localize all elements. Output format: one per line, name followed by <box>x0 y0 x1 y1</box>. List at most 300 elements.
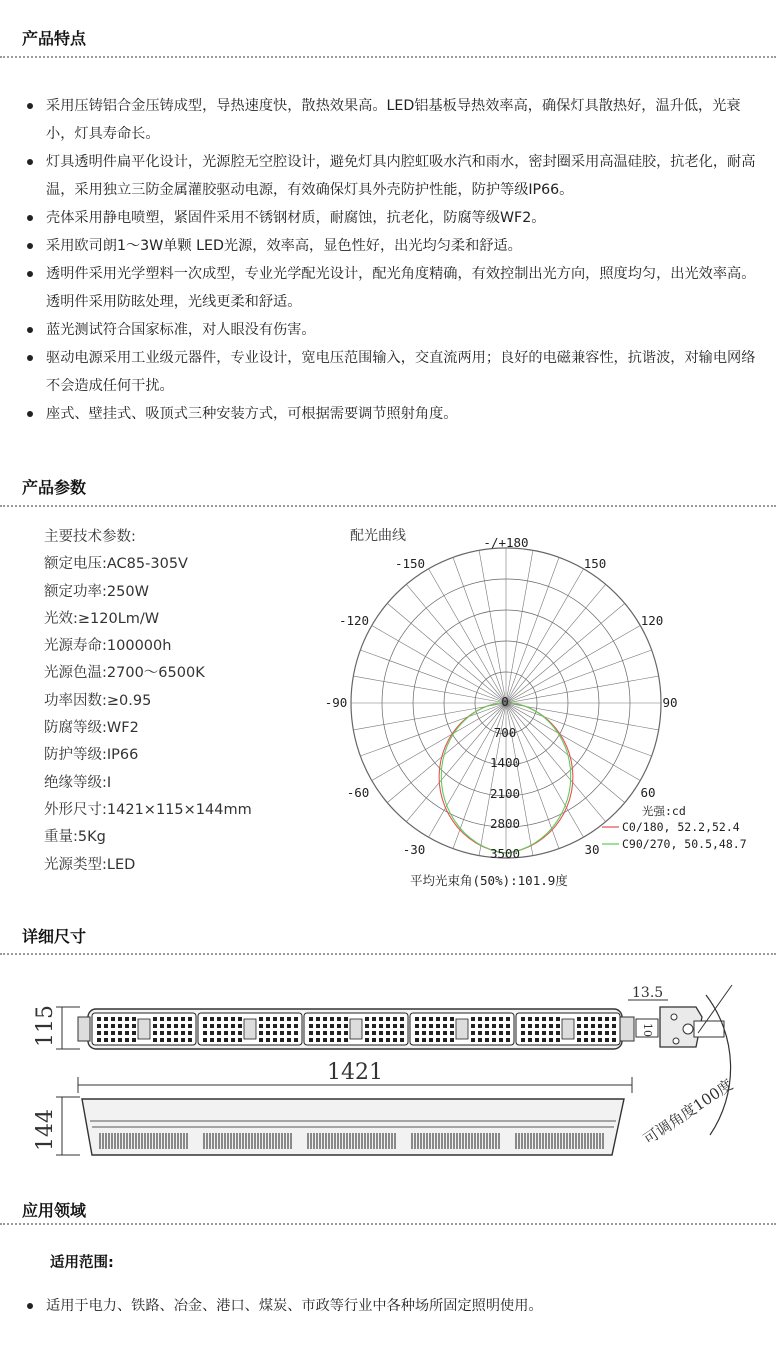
feature-item: 采用欧司朗1～3W单颗 LED光源，效率高，显色性好，出光均匀柔和舒适。 <box>24 232 766 260</box>
polar-spoke <box>506 703 625 803</box>
param-label: 防腐等级: <box>44 720 107 737</box>
led-chip <box>174 1024 178 1028</box>
led-chip <box>549 1031 553 1035</box>
led-chip <box>118 1017 122 1021</box>
led-chip <box>542 1024 546 1028</box>
led-chip <box>605 1038 609 1042</box>
led-chip <box>132 1017 136 1021</box>
led-chip <box>450 1017 454 1021</box>
param-label: 重量: <box>44 829 78 846</box>
led-chip <box>287 1017 291 1021</box>
led-chip <box>160 1031 164 1035</box>
led-chip <box>273 1024 277 1028</box>
led-chip <box>294 1038 298 1042</box>
led-chip <box>386 1024 390 1028</box>
led-chip <box>436 1031 440 1035</box>
led-chip <box>266 1031 270 1035</box>
led-chip <box>217 1017 221 1021</box>
polar-angle-label: -90 <box>324 695 348 710</box>
led-chip <box>400 1024 404 1028</box>
param-value: 2700～6500K <box>106 665 205 682</box>
led-chip <box>132 1024 136 1028</box>
led-chip <box>492 1031 496 1035</box>
led-chip <box>344 1024 348 1028</box>
led-chip <box>330 1024 334 1028</box>
lens-center <box>138 1019 150 1039</box>
led-chip <box>330 1038 334 1042</box>
led-chip <box>238 1017 242 1021</box>
led-chip <box>436 1038 440 1042</box>
led-chip <box>549 1017 553 1021</box>
led-chip <box>379 1024 383 1028</box>
led-chip <box>386 1038 390 1042</box>
led-chip <box>273 1017 277 1021</box>
led-chip <box>294 1017 298 1021</box>
led-chip <box>259 1038 263 1042</box>
led-chip <box>188 1024 192 1028</box>
led-chip <box>372 1031 376 1035</box>
led-chip <box>365 1031 369 1035</box>
param-label: 防护等级: <box>44 747 107 764</box>
led-chip <box>591 1017 595 1021</box>
param-label: 功率因数: <box>44 692 107 709</box>
light-distribution-diagram <box>310 515 776 900</box>
led-chip <box>266 1024 270 1028</box>
led-chip <box>422 1031 426 1035</box>
led-chip <box>400 1017 404 1021</box>
led-chip <box>443 1038 447 1042</box>
led-chip <box>104 1038 108 1042</box>
led-chip <box>372 1024 376 1028</box>
params-heading: 主要技术参数: <box>44 529 136 545</box>
polar-radial-label: 2800 <box>489 816 521 831</box>
param-label: 外形尺寸: <box>44 801 107 818</box>
polar-angle-label: -120 <box>338 613 370 628</box>
led-chip <box>337 1038 341 1042</box>
led-chip <box>97 1017 101 1021</box>
feature-item: 透明件采用光学塑料一次成型，专业光学配光设计，配光角度精确，有效控制出光方向，照度均匀，出光效率高。透明件采用防眩处理，光线更柔和舒适。 <box>24 260 766 316</box>
led-chip <box>181 1017 185 1021</box>
polar-radial-label: 1400 <box>489 755 521 770</box>
param-value: 5Kg <box>77 829 106 846</box>
led-chip <box>125 1031 129 1035</box>
led-chip <box>542 1031 546 1035</box>
led-chip <box>591 1038 595 1042</box>
led-chip <box>372 1017 376 1021</box>
led-chip <box>556 1024 560 1028</box>
led-chip <box>393 1031 397 1035</box>
led-chip <box>210 1038 214 1042</box>
led-chip <box>485 1017 489 1021</box>
led-chip <box>97 1038 101 1042</box>
led-chip <box>415 1031 419 1035</box>
led-chip <box>188 1017 192 1021</box>
led-chip <box>577 1038 581 1042</box>
led-chip <box>160 1017 164 1021</box>
led-chip <box>323 1038 327 1042</box>
led-chip <box>330 1017 334 1021</box>
led-chip <box>231 1031 235 1035</box>
led-chip <box>393 1038 397 1042</box>
led-chip <box>365 1038 369 1042</box>
led-chip <box>224 1038 228 1042</box>
led-chip <box>379 1017 383 1021</box>
led-chip <box>287 1038 291 1042</box>
led-chip <box>203 1038 207 1042</box>
led-chip <box>273 1031 277 1035</box>
lens-center <box>456 1019 468 1039</box>
param-label: 额定功率: <box>44 583 107 600</box>
led-chip <box>210 1031 214 1035</box>
led-chip <box>280 1038 284 1042</box>
polar-radial-label: 0 <box>501 694 509 709</box>
param-value: IP66 <box>106 747 139 764</box>
application-divider <box>0 1223 776 1225</box>
led-chip <box>450 1031 454 1035</box>
led-chip <box>217 1038 221 1042</box>
led-chip <box>280 1024 284 1028</box>
led-chip <box>153 1038 157 1042</box>
polar-spoke <box>387 703 506 803</box>
led-chip <box>471 1017 475 1021</box>
led-chip <box>584 1031 588 1035</box>
led-chip <box>506 1031 510 1035</box>
led-chip <box>111 1017 115 1021</box>
led-chip <box>344 1031 348 1035</box>
led-chip <box>415 1038 419 1042</box>
led-chip <box>485 1038 489 1042</box>
params-section-title: 产品参数 <box>22 478 87 497</box>
led-chip <box>478 1017 482 1021</box>
led-chip <box>316 1031 320 1035</box>
side-dim-label: 10 <box>641 1023 654 1037</box>
led-chip <box>118 1031 122 1035</box>
led-chip <box>577 1031 581 1035</box>
led-chip <box>478 1031 482 1035</box>
led-chip <box>386 1017 390 1021</box>
bracket-pivot <box>683 1024 693 1034</box>
led-chip <box>153 1017 157 1021</box>
led-chip <box>556 1031 560 1035</box>
led-chip <box>111 1038 115 1042</box>
features-section-title: 产品特点 <box>22 29 87 48</box>
led-chip <box>542 1017 546 1021</box>
led-chip <box>203 1024 207 1028</box>
led-chip <box>605 1024 609 1028</box>
lens-center <box>244 1019 256 1039</box>
led-chip <box>605 1031 609 1035</box>
length-dim-label: 1421 <box>327 1060 383 1085</box>
led-chip <box>372 1038 376 1042</box>
led-chip <box>591 1024 595 1028</box>
bracket-bolt <box>673 1038 679 1044</box>
polar-angle-label: -150 <box>394 556 426 571</box>
param-value: AC85-305V <box>106 556 188 573</box>
mount-arm <box>694 1021 724 1037</box>
led-chip <box>485 1031 489 1035</box>
led-chip <box>556 1038 560 1042</box>
led-chip <box>259 1024 263 1028</box>
polar-angle-label: 60 <box>640 785 656 800</box>
polar-legend-c0: C0/180, 52.2,52.4 <box>622 820 740 834</box>
param-row-anticorrosion <box>44 715 252 742</box>
led-chip <box>478 1024 482 1028</box>
led-chip <box>330 1031 334 1035</box>
led-chip <box>471 1031 475 1035</box>
led-chip <box>528 1031 532 1035</box>
led-chip <box>160 1024 164 1028</box>
scope-item: 适用于电力、铁路、冶金、港口、煤炭、市政等行业中各种场所固定照明使用。 <box>24 1292 543 1320</box>
polar-spoke <box>506 703 606 822</box>
led-chip <box>521 1024 525 1028</box>
end-cap-right <box>620 1017 634 1041</box>
led-chip <box>337 1024 341 1028</box>
polar-title: 配光曲线 <box>350 528 406 544</box>
led-chip <box>181 1024 185 1028</box>
application-section-title: 应用领域 <box>22 1201 87 1220</box>
led-chip <box>118 1024 122 1028</box>
led-chip <box>429 1024 433 1028</box>
led-chip <box>259 1031 263 1035</box>
led-chip <box>167 1038 171 1042</box>
polar-angle-label: 30 <box>584 842 600 857</box>
led-chip <box>379 1038 383 1042</box>
features-divider <box>0 56 776 58</box>
polar-spoke <box>387 603 506 703</box>
led-chip <box>528 1038 532 1042</box>
led-chip <box>612 1031 616 1035</box>
led-chip <box>181 1031 185 1035</box>
led-chip <box>280 1031 284 1035</box>
polar-angle-label: 120 <box>640 613 664 628</box>
param-label: 光源色温: <box>44 665 107 682</box>
led-chip <box>167 1017 171 1021</box>
param-row-power <box>44 579 252 606</box>
led-chip <box>309 1024 313 1028</box>
led-chip <box>132 1031 136 1035</box>
param-row-voltage <box>44 551 252 578</box>
feature-item: 蓝光测试符合国家标准，对人眼没有伤害。 <box>24 316 766 344</box>
angle-note: 可调角度100度 <box>640 1075 737 1149</box>
param-row-cct <box>44 660 252 687</box>
led-chip <box>499 1031 503 1035</box>
led-chip <box>422 1038 426 1042</box>
led-chip <box>294 1031 298 1035</box>
features-list <box>24 92 766 428</box>
led-chip <box>259 1017 263 1021</box>
led-chip <box>499 1024 503 1028</box>
led-chip <box>210 1017 214 1021</box>
led-chip <box>309 1038 313 1042</box>
led-chip <box>598 1024 602 1028</box>
led-chip <box>224 1024 228 1028</box>
led-chip <box>584 1017 588 1021</box>
led-chip <box>379 1031 383 1035</box>
polar-angle-label: -60 <box>346 785 370 800</box>
led-chip <box>535 1024 539 1028</box>
led-chip <box>521 1031 525 1035</box>
led-chip <box>238 1031 242 1035</box>
param-row-ip <box>44 742 252 769</box>
led-chip <box>471 1038 475 1042</box>
led-chip <box>612 1017 616 1021</box>
led-chip <box>188 1031 192 1035</box>
param-label: 绝缘等级: <box>44 774 107 791</box>
led-chip <box>535 1017 539 1021</box>
led-chip <box>280 1017 284 1021</box>
led-chip <box>598 1038 602 1042</box>
led-chip <box>188 1038 192 1042</box>
led-chip <box>231 1038 235 1042</box>
led-chip <box>422 1017 426 1021</box>
led-chip <box>125 1024 129 1028</box>
led-chip <box>125 1038 129 1042</box>
param-label: 光效: <box>44 610 78 627</box>
params-table <box>44 524 252 879</box>
led-chip <box>316 1017 320 1021</box>
param-row-source <box>44 852 252 879</box>
led-chip <box>287 1024 291 1028</box>
led-chip <box>591 1031 595 1035</box>
led-chip <box>210 1024 214 1028</box>
led-chip <box>506 1017 510 1021</box>
led-chip <box>429 1017 433 1021</box>
feature-item: 座式、壁挂式、吸顶式三种安装方式，可根据需要调节照射角度。 <box>24 400 766 428</box>
led-chip <box>584 1024 588 1028</box>
led-chip <box>111 1031 115 1035</box>
led-chip <box>238 1024 242 1028</box>
led-chip <box>506 1024 510 1028</box>
feature-item: 驱动电源采用工业级元器件，专业设计，宽电压范围输入，交直流两用；良好的电磁兼容性，抗谐波，对输电网络不会造成任何干扰。 <box>24 344 766 400</box>
led-chip <box>605 1017 609 1021</box>
led-chip <box>153 1031 157 1035</box>
param-label: 额定电压: <box>44 556 107 573</box>
depth-dim-label: 144 <box>33 1109 58 1151</box>
height-dim-label: 115 <box>33 1005 58 1047</box>
led-chip <box>450 1024 454 1028</box>
led-chip <box>393 1024 397 1028</box>
bracket-bolt <box>671 1014 677 1020</box>
param-label: 光源类型: <box>44 856 107 873</box>
led-chip <box>231 1024 235 1028</box>
led-chip <box>542 1038 546 1042</box>
led-chip <box>111 1024 115 1028</box>
led-chip <box>365 1017 369 1021</box>
params-divider <box>0 505 776 507</box>
led-chip <box>436 1017 440 1021</box>
led-chip <box>174 1031 178 1035</box>
led-chip <box>499 1017 503 1021</box>
led-chip <box>181 1038 185 1042</box>
param-row-size <box>44 797 252 824</box>
led-chip <box>386 1031 390 1035</box>
end-cap-left <box>78 1017 90 1041</box>
led-chip <box>323 1031 327 1035</box>
led-chip <box>612 1038 616 1042</box>
lens-center <box>562 1019 574 1039</box>
led-chip <box>400 1031 404 1035</box>
param-value: WF2 <box>106 720 139 737</box>
led-chip <box>309 1031 313 1035</box>
param-value: I <box>106 774 112 791</box>
polar-legend-title: 光强:cd <box>642 804 686 818</box>
polar-radial-label: 2100 <box>489 786 521 801</box>
led-chip <box>224 1031 228 1035</box>
polar-spoke <box>406 584 506 703</box>
led-chip <box>174 1017 178 1021</box>
led-chip <box>577 1017 581 1021</box>
led-chip <box>217 1031 221 1035</box>
led-chip <box>478 1038 482 1042</box>
led-chip <box>323 1024 327 1028</box>
led-chip <box>118 1038 122 1042</box>
led-chip <box>499 1038 503 1042</box>
led-chip <box>443 1031 447 1035</box>
feature-item: 灯具透明件扁平化设计，光源腔无空腔设计，避免灯具内腔虹吸水汽和雨水，密封圈采用高温硅胶，抗老化，耐高温，采用独立三防金属灌胶驱动电源，有效确保灯具外壳防护性能，防护等级IP66。 <box>24 148 766 204</box>
polar-radial-label: 3500 <box>489 846 521 861</box>
led-chip <box>104 1031 108 1035</box>
polar-angle-label: -/+180 <box>483 535 529 550</box>
param-row-pf <box>44 688 252 715</box>
polar-radial-label: 700 <box>493 725 517 740</box>
led-chip <box>344 1017 348 1021</box>
led-chip <box>485 1024 489 1028</box>
led-chip <box>266 1017 270 1021</box>
led-chip <box>273 1038 277 1042</box>
polar-angle-label: 150 <box>583 556 607 571</box>
led-chip <box>294 1024 298 1028</box>
param-row-weight <box>44 824 252 851</box>
led-chip <box>337 1017 341 1021</box>
param-value: ≥120Lm/W <box>77 610 160 627</box>
lens-center <box>350 1019 362 1039</box>
polar-legend-c90: C90/270, 50.5,48.7 <box>622 837 747 851</box>
led-chip <box>521 1017 525 1021</box>
feature-item: 采用压铸铝合金压铸成型，导热速度快，散热效果高。LED铝基板导热效率高，确保灯具散热好，温升低，光衰小，灯具寿命长。 <box>24 92 766 148</box>
led-chip <box>337 1031 341 1035</box>
led-chip <box>104 1017 108 1021</box>
param-label: 光源寿命: <box>44 638 107 655</box>
led-chip <box>429 1038 433 1042</box>
led-chip <box>443 1017 447 1021</box>
param-row-efficacy <box>44 606 252 633</box>
led-chip <box>556 1017 560 1021</box>
led-chip <box>323 1017 327 1021</box>
led-chip <box>167 1031 171 1035</box>
led-chip <box>393 1017 397 1021</box>
dimension-drawing <box>0 955 776 1180</box>
led-chip <box>415 1017 419 1021</box>
led-chip <box>492 1024 496 1028</box>
led-chip <box>174 1038 178 1042</box>
led-chip <box>238 1038 242 1042</box>
polar-angle-label: -30 <box>402 842 426 857</box>
led-chip <box>344 1038 348 1042</box>
led-chip <box>584 1038 588 1042</box>
led-chip <box>506 1038 510 1042</box>
led-chip <box>598 1017 602 1021</box>
param-value: ≥0.95 <box>106 692 152 709</box>
led-chip <box>97 1031 101 1035</box>
led-chip <box>153 1024 157 1028</box>
led-chip <box>400 1038 404 1042</box>
param-value: 1421×115×144mm <box>106 801 252 818</box>
led-chip <box>471 1024 475 1028</box>
led-chip <box>549 1024 553 1028</box>
bracket-dim-label: 13.5 <box>632 985 664 1001</box>
led-chip <box>132 1038 136 1042</box>
led-chip <box>422 1024 426 1028</box>
